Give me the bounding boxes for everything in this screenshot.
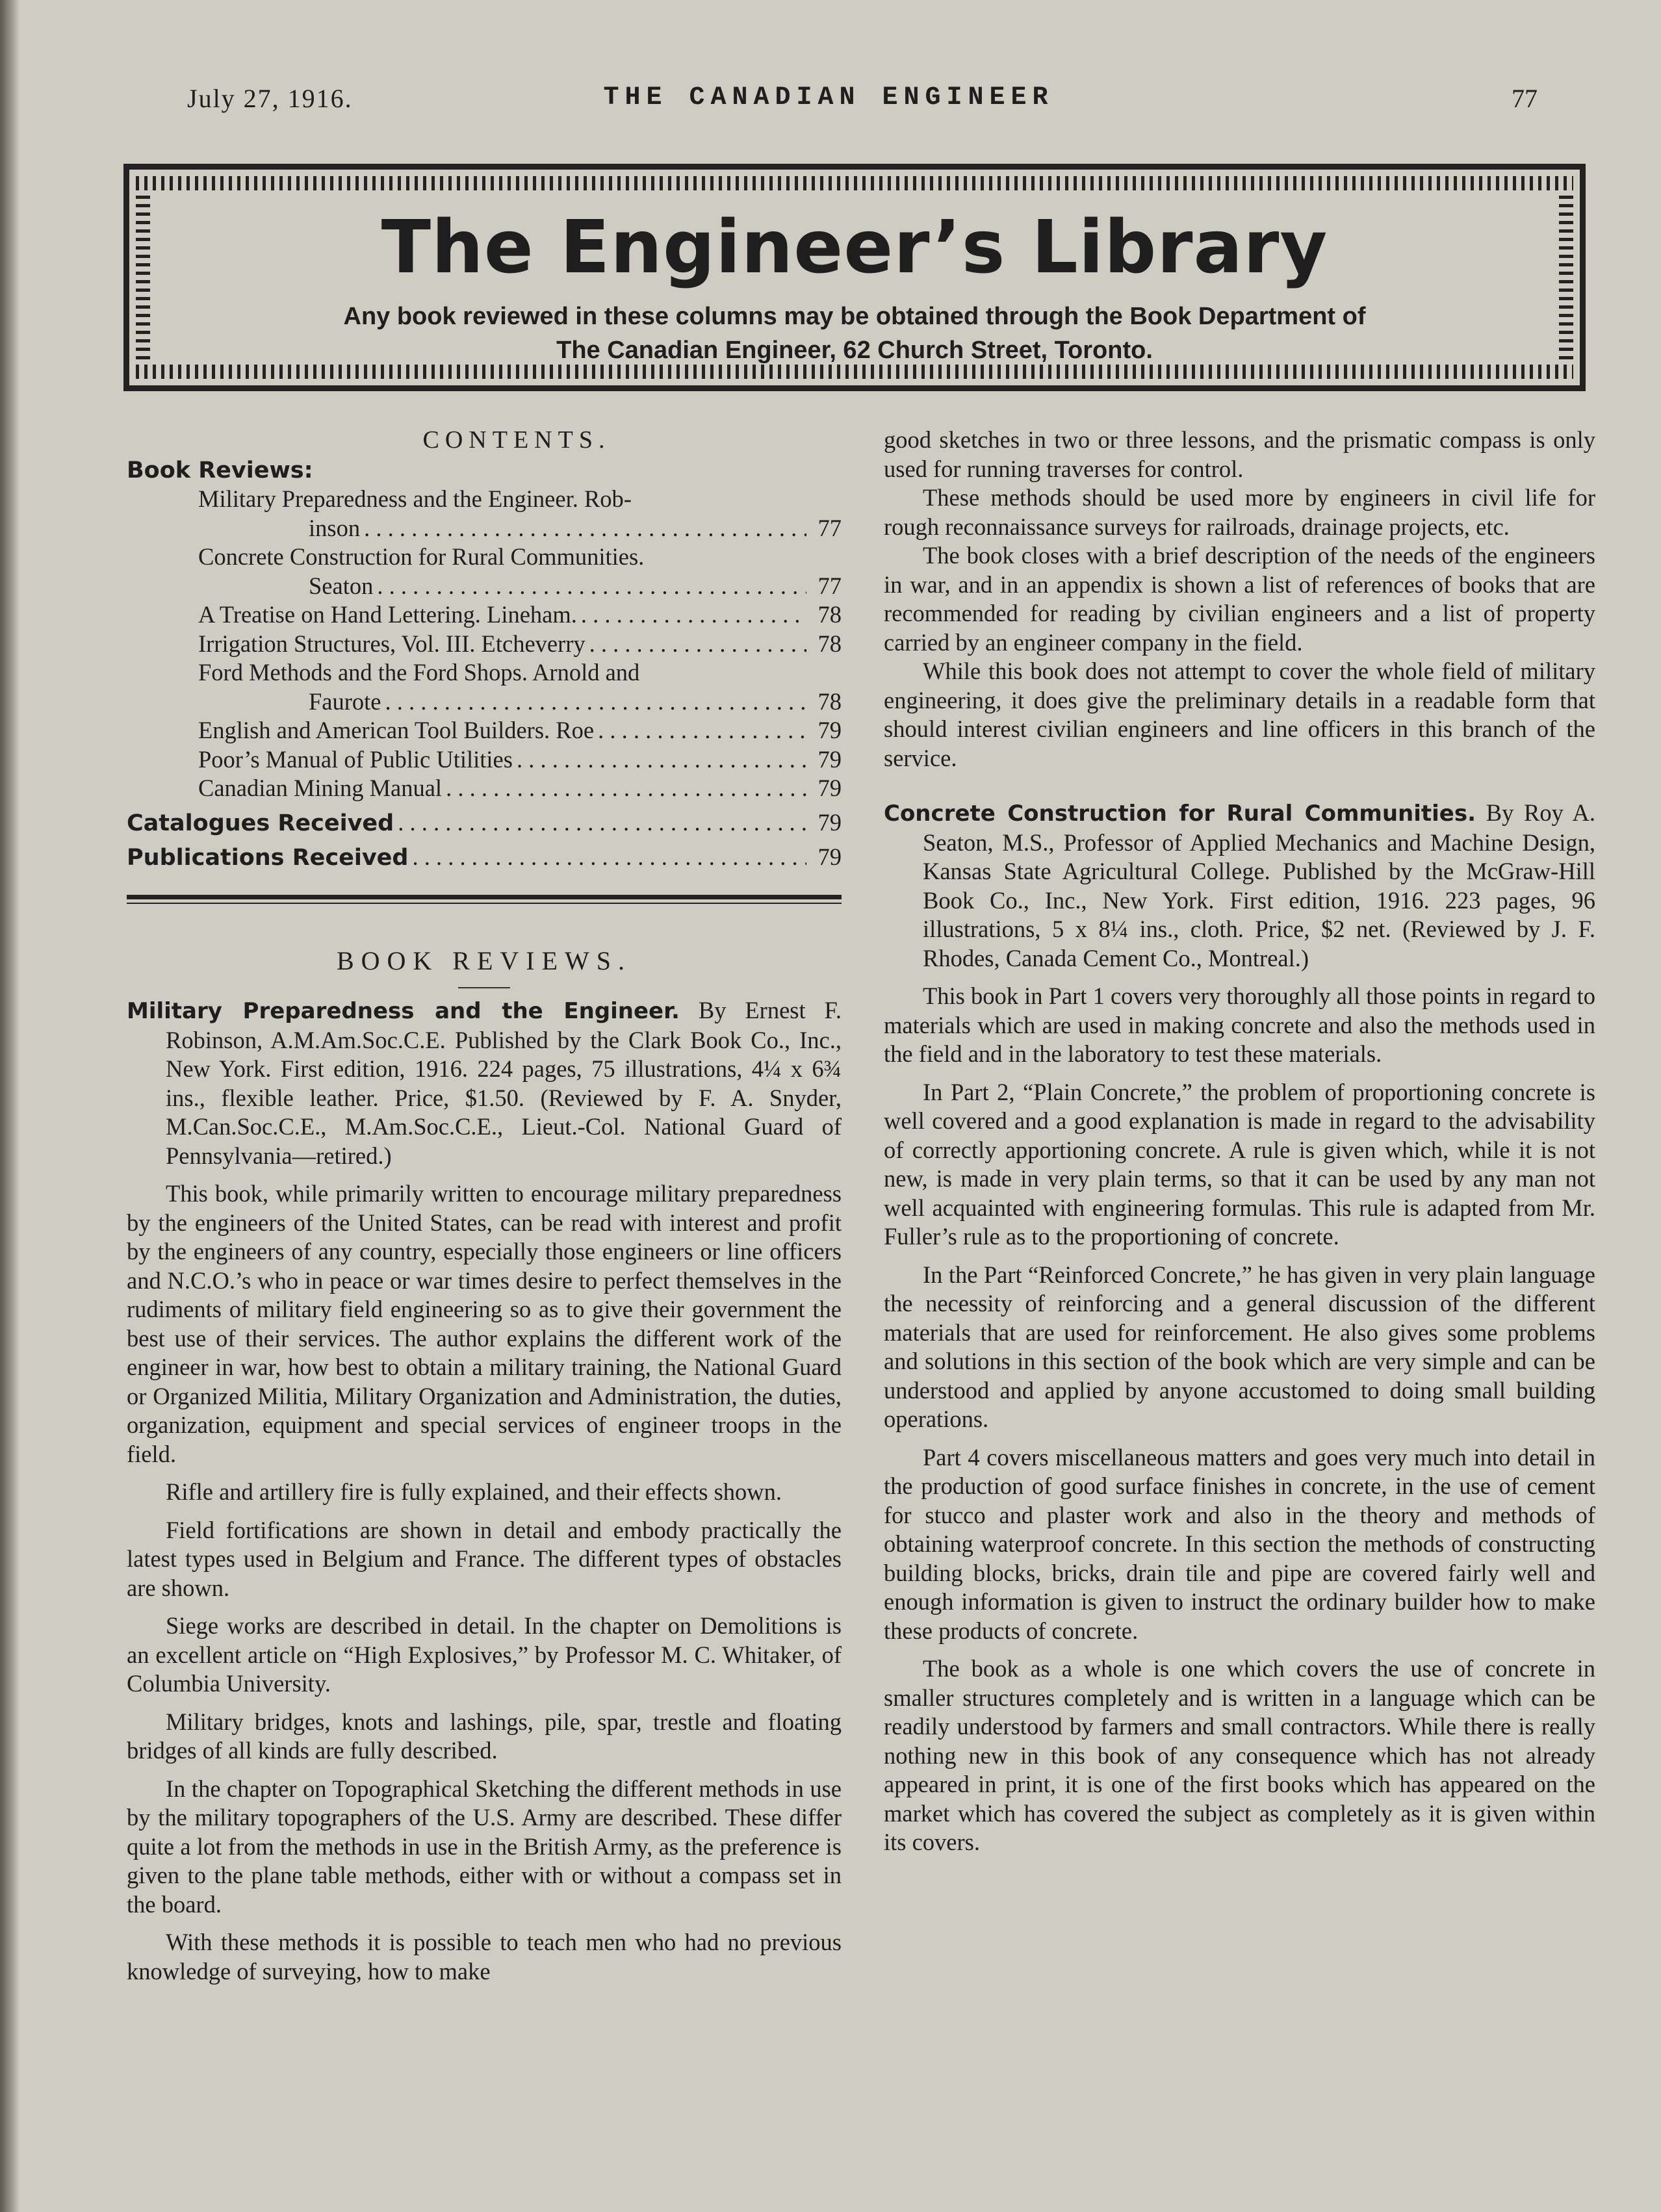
section-divider-thick — [127, 895, 842, 899]
journal-title: THE CANADIAN ENGINEER — [603, 83, 1054, 112]
toc-entry[interactable] — [127, 774, 842, 803]
banner-subtitle-line2: The Canadian Engineer, 62 Church Street, Toronto. — [556, 337, 1153, 364]
review-1-paragraph: In the chapter on Topographical Sketching the different methods in use by the military topographers of the U.S. Army are described. These differ quite a lot from the methods in use in the British Army, as the preference is given to the plane table methods, either with or without a compass set in the board. — [127, 1775, 842, 1918]
issue-date: July 27, 1916. — [187, 84, 353, 113]
running-head — [19, 83, 1661, 122]
section-divider-thin — [127, 903, 842, 904]
left-column — [127, 426, 842, 1986]
toc-catalogues[interactable] — [127, 808, 842, 838]
toc-entry[interactable] — [127, 716, 842, 745]
review-1-citation: By Ernest F. Robinson, A.M.Am.Soc.C.E. Published by the Clark Book Co., Inc., New York. First edition, 1916. 224 pages, 75 illustrations, 4¼ x 6¾ ins., flexible leather. Price, $1.50. (Reviewed by F. A. Snyder, M.Can.Soc.C.E., M.Am.Soc.C.E., Lieut.-Col. National Guard of Pennsylvania—retired.) — [166, 997, 842, 1169]
toc-entry-text: Canadian Mining Manual — [198, 775, 443, 801]
toc-publications[interactable] — [127, 843, 842, 873]
review-1-paragraph: Rifle and artillery fire is fully explained, and their effects shown. — [166, 1478, 782, 1505]
review-1-continuation: good sketches in two or three lessons, and the prismatic compass is only used for running traverses for control. — [884, 426, 1595, 482]
toc-page: 77 — [818, 514, 842, 541]
review-1-continuation: These methods should be used more by engineers in civil life for rough reconnaissance surveys for railroads, drainage projects, etc. — [884, 484, 1595, 540]
toc-page: 79 — [818, 843, 842, 870]
review-2-paragraph: In Part 2, “Plain Concrete,” the problem of proportioning concrete is well covered and a good explanation is made in regard to the advisability of correctly apportioning concrete. A rule is given which, while it is not new, is made in very plain terms, so that it can be used by any man not well acquainted with engineering formulas. This rule is adapted from Mr. Fuller’s rule as to the proportioning of concrete. — [884, 1078, 1595, 1250]
toc-entry[interactable] — [127, 658, 842, 716]
review-1-paragraph: Siege works are described in detail. In the chapter on Demolitions is an excellent article on “High Explosives,” by Professor M. C. Whitaker, of Columbia University. — [127, 1612, 842, 1697]
toc-entry-text: English and American Tool Builders. Roe — [198, 717, 595, 743]
toc-page: 78 — [818, 688, 842, 715]
review-2-paragraph: In the Part “Reinforced Concrete,” he has given in very plain language the necessity of reinforcing and a general discussion of the different materials that are used for reinforcement. He also gives some problems and solutions in this section of the book which are very simple and can be understood and applied by anyone accustomed to doing small building operations. — [884, 1261, 1595, 1432]
banner-title: The Engineer’s Library — [381, 205, 1328, 290]
book-reviews-heading: BOOK REVIEWS. — [336, 945, 632, 975]
review-1-continuation: The book closes with a brief description of the needs of the engineers in war, and in an appendix is shown a list of references of books that are recommended for reading by civilian engineers and a list of property carried by an engineer company in the field. — [884, 542, 1595, 656]
review-1-continuation: While this book does not attempt to cover the whole field of military engineering, it does give the preliminary details in a readable form that should interest civilian engineers and line officers in this branch of the service. — [884, 658, 1595, 771]
review-1-paragraph: Military bridges, knots and lashings, pile, spar, trestle and floating bridges of all kinds are fully described. — [127, 1708, 842, 1764]
toc-entry-text: Concrete Construction for Rural Communities. — [198, 543, 645, 570]
toc-entry-text: Poor’s Manual of Public Utilities — [198, 745, 513, 773]
contents-heading: CONTENTS. — [422, 426, 611, 454]
toc-entry[interactable] — [127, 600, 842, 630]
banner-subtitle — [129, 300, 1580, 367]
review-2-header — [884, 799, 1595, 973]
page-number: 77 — [1512, 84, 1538, 113]
toc-entry-text: Seaton — [309, 572, 374, 599]
review-2-title: Concrete Construction for Rural Communities. — [884, 801, 1476, 827]
toc-entry-text: Irrigation Structures, Vol. III. Etcheverry — [198, 630, 586, 657]
toc-entry-text: Faurote — [309, 688, 381, 715]
toc-page: 78 — [818, 601, 842, 628]
review-2-paragraph: This book in Part 1 covers very thoroughly all those points in regard to materials which are used in making concrete and also the methods used in the field and in the laboratory to test these materials. — [884, 983, 1596, 1067]
book-reviews-label: Book Reviews: — [127, 457, 313, 483]
review-1-title: Military Preparedness and the Engineer. — [127, 998, 680, 1024]
review-2-paragraph: The book as a whole is one which covers the use of concrete in smaller structures completely and is written in a language which can be readily understood by farmers and small contractors. While there is really nothing new in this book of any consequence which has not already appeared in print, it is one of the first books which has appeared on the market which has covered the subject as completely as it is given within its covers. — [884, 1655, 1595, 1855]
toc-page: 77 — [818, 572, 842, 599]
review-1-paragraph: This book, while primarily written to encourage military preparedness by the engineers of the United States, can be read with interest and profit by the engineers of any country, especially those engineers or line officers and N.C.O.’s who in peace or war times desire to perfect themselves in the rudiments of military field engineering so as to give their government the best use of their services. The author explains the different work of the engineer in war, how best to obtain a military training, the National Guard or Organized Militia, Military Organization and Administration, the duties, organization, equipment and special services of engineer troops in the field. — [127, 1180, 842, 1467]
toc-entry-text: A Treatise on Hand Lettering. Lineham. — [198, 601, 577, 628]
toc-page: 79 — [818, 745, 842, 773]
review-1-paragraph: With these methods it is possible to teach men who had no previous knowledge of surveying, how to make — [127, 1929, 842, 1985]
toc-page: 79 — [818, 775, 842, 801]
banner-subtitle-line1: Any book reviewed in these columns may be obtained through the Book Department of — [343, 303, 1366, 330]
toc-entry-text: Military Preparedness and the Engineer. Rob- — [198, 485, 632, 512]
toc-entry[interactable] — [127, 543, 842, 600]
toc-page: 79 — [818, 808, 842, 836]
toc-entry[interactable] — [127, 630, 842, 659]
book-spine-shadow — [0, 0, 19, 2212]
library-banner — [123, 164, 1586, 391]
review-1-paragraph: Field fortifications are shown in detail and embody practically the latest types used in Belgium and France. The different types of obstacles are shown. — [127, 1516, 842, 1601]
toc-catalogues-label: Catalogues Received — [127, 810, 394, 836]
review-2-paragraph: Part 4 covers miscellaneous matters and goes very much into detail in the production of good surface finishes in concrete, in the use of cement for stucco and plaster work and also in the theory and methods of obtaining waterproof concrete. In this section the methods of constructing building blocks, bricks, drain tile and pipe are covered fairly well and enough information is given to instruct the ordinary builder how to make these products of concrete. — [884, 1443, 1595, 1644]
review-2-citation: By Roy A. Seaton, M.S., Professor of Applied Mechanics and Machine Design, Kansas State Agricultural College. Published by the McGraw-Hill Book Co., Inc., New York. First edition, 1916. 223 pages, 96 illustrations, 5 x 8¼ ins., cloth. Price, $2 net. (Reviewed by J. F. Rhodes, Canada Cement Co., Montreal.) — [923, 799, 1595, 971]
heading-underline — [458, 987, 510, 988]
review-1-header — [127, 996, 842, 1170]
toc-entry-text: Ford Methods and the Ford Shops. Arnold and — [198, 659, 640, 686]
toc-entry-text: inson — [309, 514, 361, 541]
toc-page: 79 — [818, 717, 842, 743]
toc-publications-label: Publications Received — [127, 845, 409, 871]
right-column — [884, 426, 1595, 1857]
toc-entry[interactable] — [127, 745, 842, 775]
toc-entry[interactable] — [127, 485, 842, 543]
journal-page — [19, 0, 1661, 2212]
toc-page: 78 — [818, 630, 842, 657]
